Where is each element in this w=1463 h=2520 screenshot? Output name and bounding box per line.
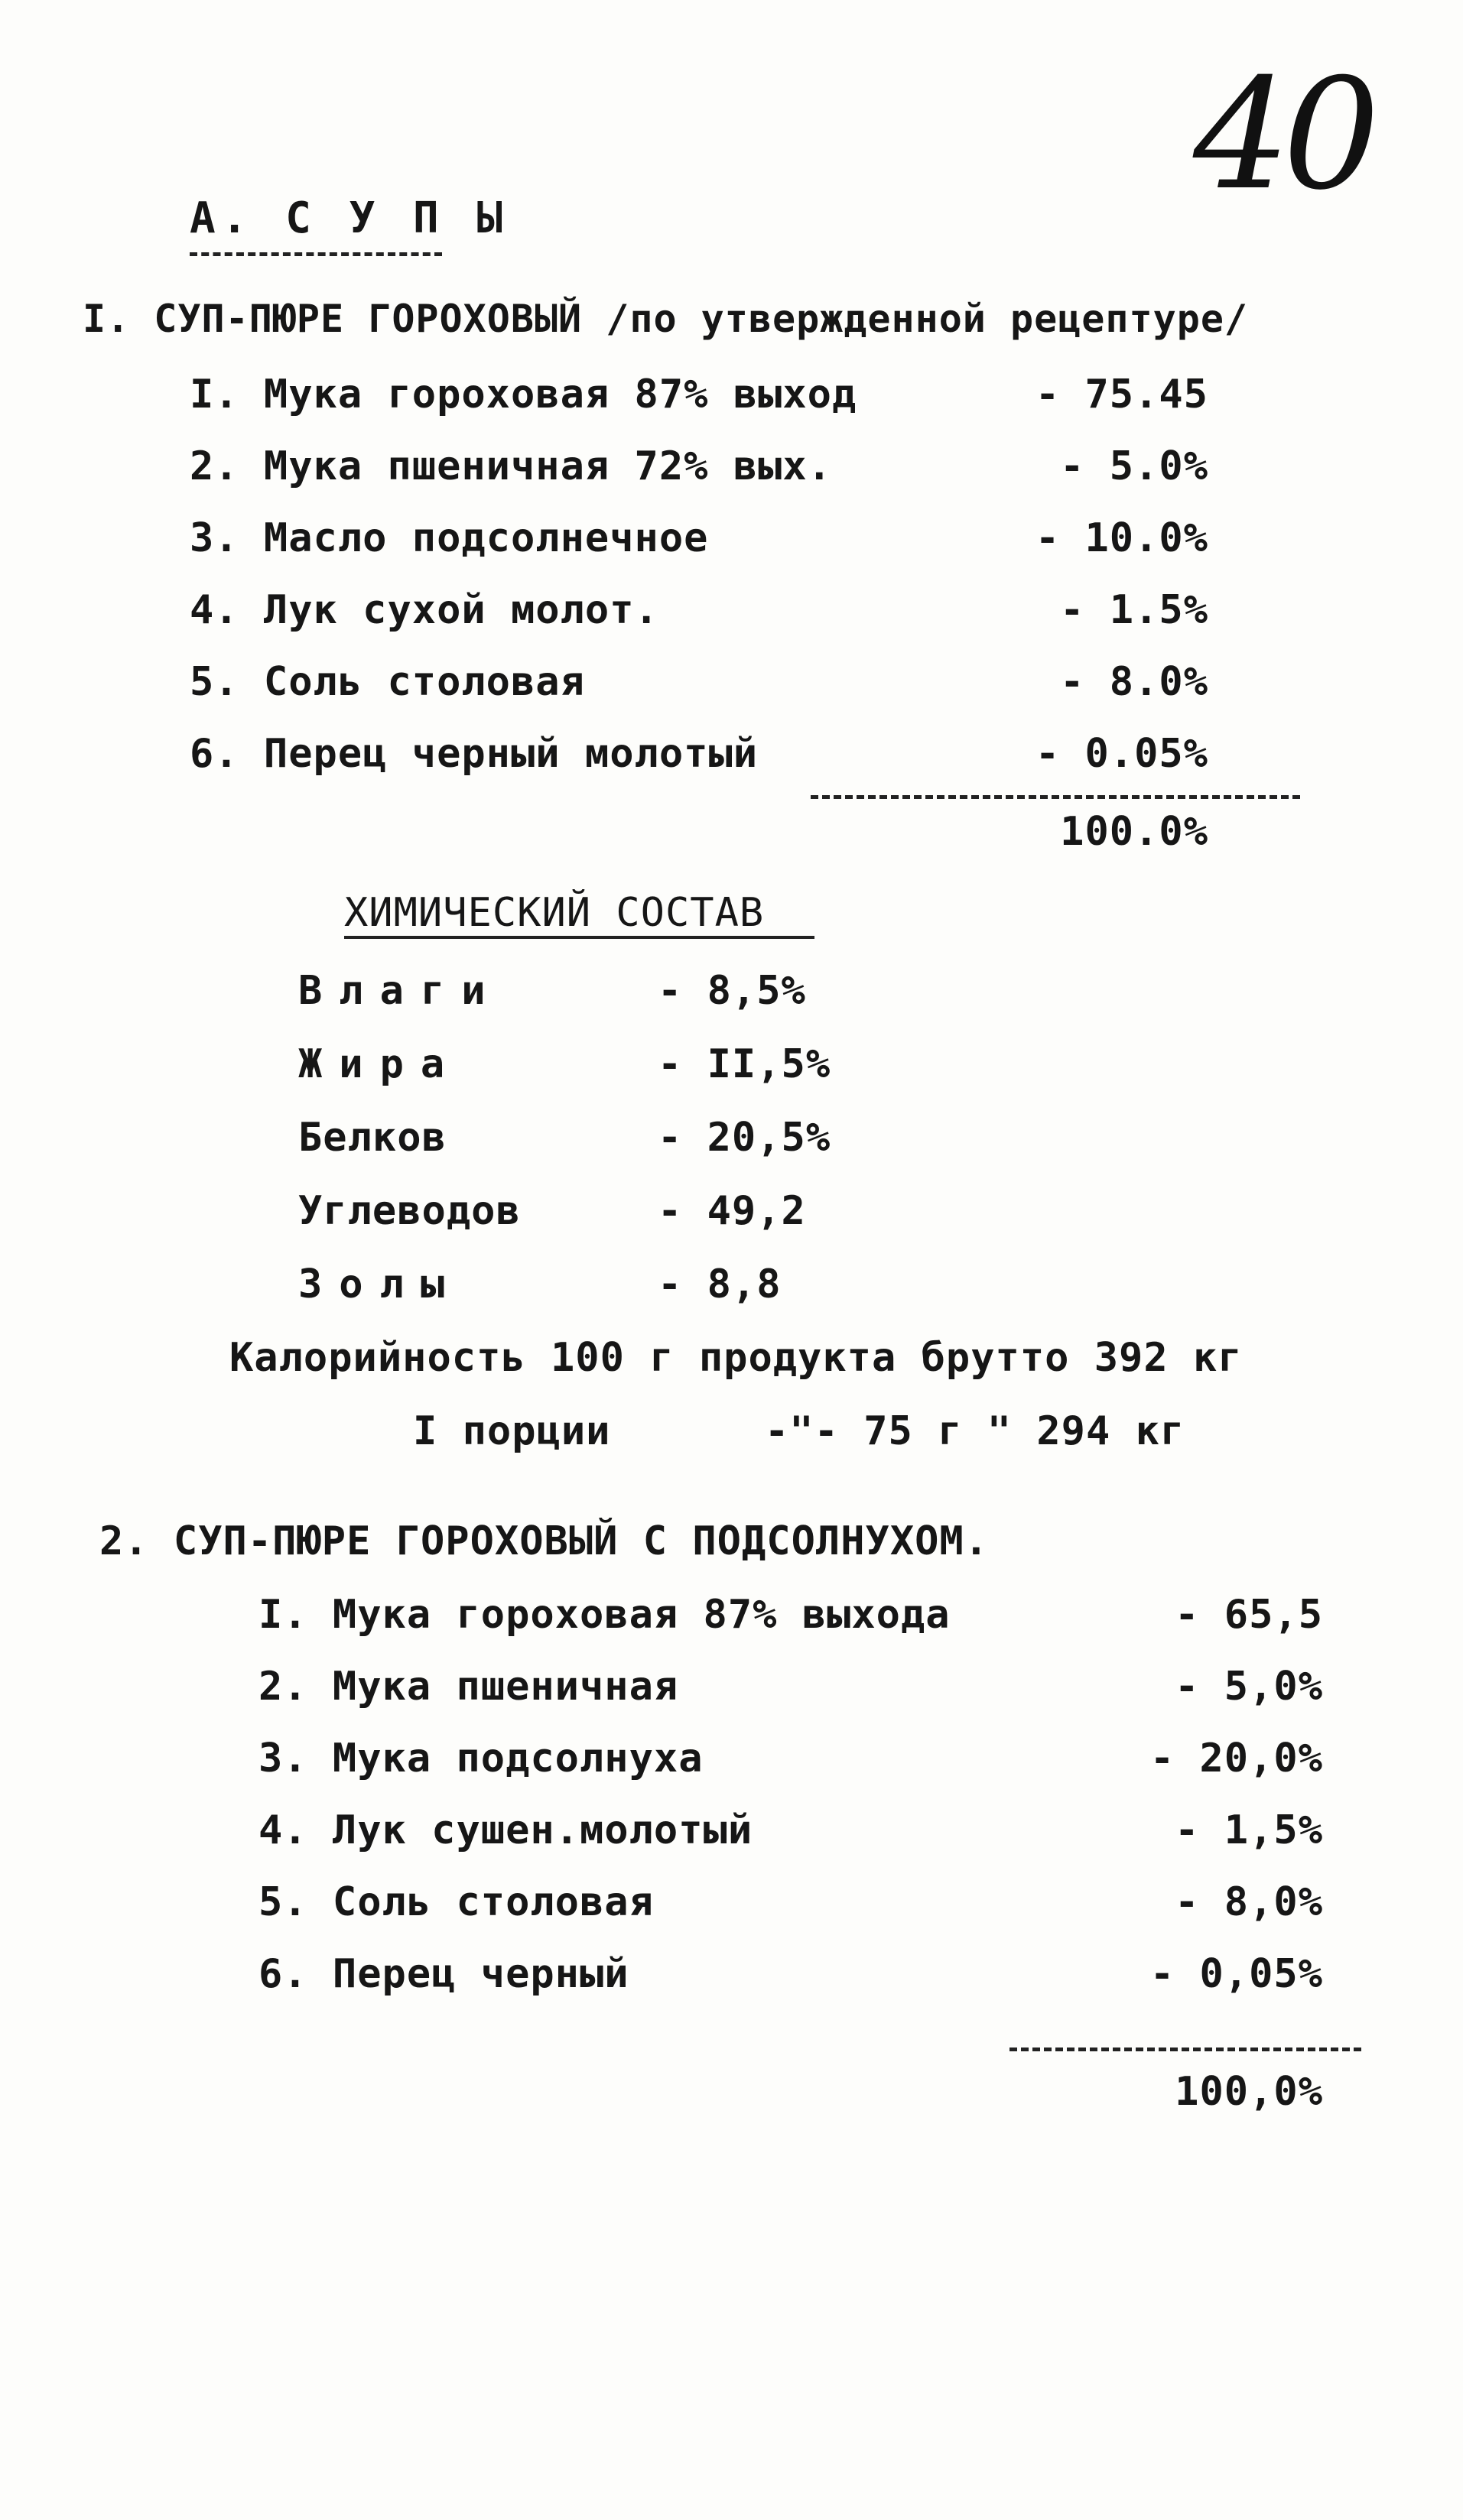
recipe-2-total: 100,0% <box>1175 2069 1323 2115</box>
recipe-2-item-6-value: - 0,05% <box>1149 1951 1323 1997</box>
calorie-line-2-label: I порции <box>413 1408 611 1454</box>
chem-row-2-label: Жира <box>298 1041 462 1087</box>
recipe-1-item-5-value: - 8.0% <box>1060 659 1208 705</box>
recipe-2-item-3-label: 3. Мука подсолнуха <box>258 1736 704 1781</box>
recipe-1-item-3-label: 3. Масло подсолнечное <box>190 515 709 561</box>
recipe-1-item-1-value: - 75.45 <box>1035 372 1208 417</box>
recipe-1-item-4-value: - 1.5% <box>1060 587 1208 633</box>
recipe-2-item-5-label: 5. Соль столовая <box>258 1879 654 1925</box>
recipe-1-item-2-value: - 5.0% <box>1060 443 1208 489</box>
chem-row-3-value: - 20,5% <box>658 1115 831 1161</box>
recipe-2-item-4-label: 4. Лук сушен.молотый <box>258 1807 753 1853</box>
recipe-2-item-1-label: I. Мука гороховая 87% выхода <box>258 1592 951 1638</box>
recipe-1-item-4-label: 4. Лук сухой молот. <box>190 587 659 633</box>
chem-row-1-label: Влаги <box>298 968 502 1014</box>
chem-row-5-value: - 8,8 <box>658 1262 782 1307</box>
recipe-1-item-6-label: 6. Перец черный молотый <box>190 731 759 777</box>
recipe-1-title: I. СУП-ПЮРЕ ГОРОХОВЫЙ /по утвержденной рецептуре/ <box>83 297 1249 341</box>
recipe-2-item-6-label: 6. Перец черный <box>258 1951 629 1997</box>
chem-row-5-label: Золы <box>298 1262 462 1307</box>
recipe-2-item-3-value: - 20,0% <box>1149 1736 1323 1781</box>
section-title-underline <box>190 252 442 256</box>
calorie-line-1: Калорийность 100 г продукта брутто 392 кг <box>229 1335 1243 1381</box>
recipe-2-item-4-value: - 1,5% <box>1175 1807 1323 1853</box>
chem-row-2-value: - II,5% <box>658 1041 831 1087</box>
section-title: А. С У П Ы <box>190 193 509 243</box>
recipe-2-item-1-value: - 65,5 <box>1175 1592 1323 1638</box>
chem-row-4-label: Углеводов <box>298 1188 521 1234</box>
chem-title: ХИМИЧЕСКИЙ СОСТАВ <box>344 890 765 936</box>
recipe-1-total: 100.0% <box>1060 809 1208 855</box>
recipe-1-item-5-label: 5. Соль столовая <box>190 659 585 705</box>
recipe-2-item-2-value: - 5,0% <box>1175 1664 1323 1710</box>
chem-row-1-value: - 8,5% <box>658 968 806 1014</box>
recipe-1-item-6-value: - 0.05% <box>1035 731 1208 777</box>
calorie-line-2-value: -"- 75 г " 294 кг <box>765 1408 1185 1454</box>
chem-title-underline <box>344 936 814 939</box>
recipe-2-item-5-value: - 8,0% <box>1175 1879 1323 1925</box>
recipe-1-item-2-label: 2. Мука пшеничная 72% вых. <box>190 443 832 489</box>
recipe-1-item-1-label: I. Мука гороховая 87% выход <box>190 372 857 417</box>
recipe-2-item-2-label: 2. Мука пшеничная <box>258 1664 679 1710</box>
handwritten-page-number: 40 <box>1193 46 1373 224</box>
recipe-1-total-line <box>811 795 1300 799</box>
chem-row-3-label: Белков <box>298 1115 447 1161</box>
recipe-2-title: 2. СУП-ПЮРЕ ГОРОХОВЫЙ С ПОДСОЛНУХОМ. <box>99 1518 990 1564</box>
recipe-2-total-line <box>1009 2048 1361 2051</box>
recipe-1-item-3-value: - 10.0% <box>1035 515 1208 561</box>
chem-row-4-value: - 49,2 <box>658 1188 806 1234</box>
